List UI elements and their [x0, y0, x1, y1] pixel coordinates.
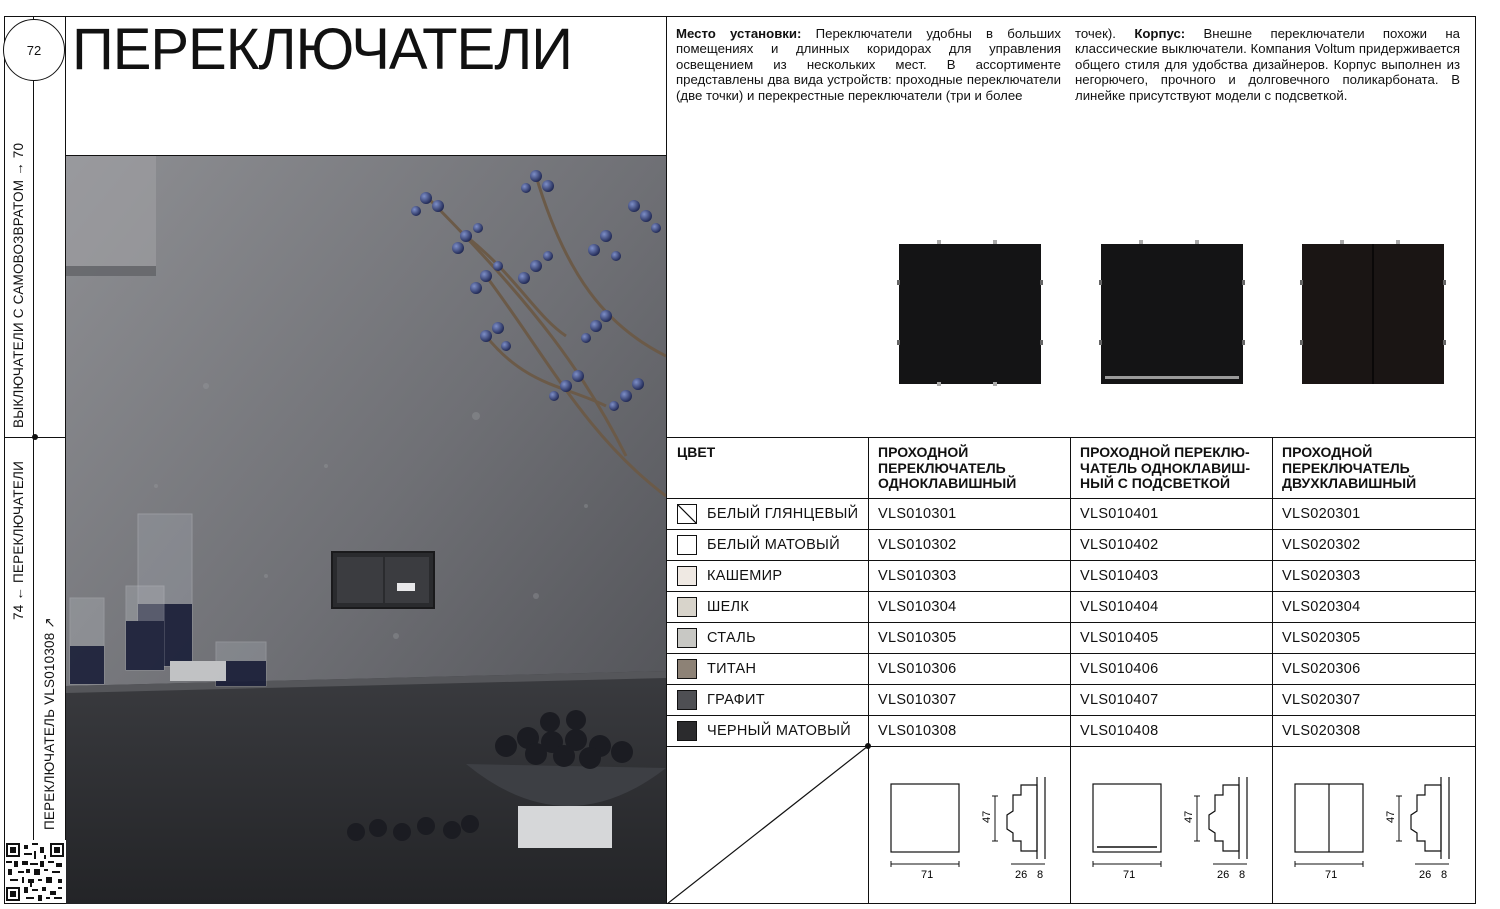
- description-housing: [1075, 26, 1460, 103]
- drawing-backlit-key: [1079, 767, 1264, 887]
- housing-text: Внешне переключатели похожи на классические выключатели. Компания Voltum придерживается общего стиля для удобства дизайнеров. Корпус выполнен из негорючего, прочного и долговечного поликарбоната. В линейке присутствуют модели с подсветкой.: [1075, 26, 1460, 103]
- color-swatch: [677, 659, 697, 679]
- dim-depth: 26: [1015, 869, 1028, 881]
- product-table: [667, 437, 1475, 904]
- color-name: ТИТАН: [707, 661, 757, 677]
- article-code[interactable]: VLS020304: [1282, 599, 1361, 615]
- color-name: БЕЛЫЙ МАТОВЫЙ: [707, 537, 840, 553]
- page-title: ПЕРЕКЛЮЧАТЕЛИ: [72, 17, 572, 82]
- article-code[interactable]: VLS010403: [1080, 568, 1159, 584]
- article-code[interactable]: VLS010307: [878, 692, 957, 708]
- article-code[interactable]: VLS010306: [878, 661, 957, 677]
- header-double-key: ПРОХОДНОЙ ПЕРЕКЛЮЧАТЕЛЬ ДВУХКЛАВИШНЫЙ: [1282, 444, 1417, 491]
- left-rail-outer: [4, 16, 34, 840]
- dim-height: 47: [1183, 810, 1195, 823]
- color-swatch: [677, 628, 697, 648]
- housing-heading: Корпус:: [1134, 26, 1186, 41]
- article-code[interactable]: VLS010402: [1080, 537, 1159, 553]
- article-code[interactable]: VLS020303: [1282, 568, 1361, 584]
- product-backlit-key-image: [1099, 240, 1245, 386]
- empty-cell-diagonal: [667, 746, 869, 904]
- product-single-key-image: [897, 240, 1043, 386]
- color-name: СТАЛЬ: [707, 630, 756, 646]
- nav-current-section[interactable]: 74 ← ПЕРЕКЛЮЧАТЕЛИ: [11, 460, 26, 620]
- color-name: КАШЕМИР: [707, 568, 783, 584]
- header-single-key: ПРОХОДНОЙ ПЕРЕКЛЮЧАТЕЛЬ ОДНОКЛАВИШНЫЙ: [878, 444, 1017, 491]
- article-code[interactable]: VLS010308: [878, 723, 957, 739]
- dim-height: 47: [1385, 810, 1397, 823]
- dim-depth: 26: [1217, 869, 1230, 881]
- dim-width: 71: [921, 869, 934, 881]
- color-swatch: [677, 690, 697, 710]
- qr-code-icon[interactable]: [6, 843, 64, 901]
- dim-depth-extra: 8: [1441, 869, 1448, 881]
- housing-lead: точек).: [1075, 26, 1116, 41]
- color-swatch: [677, 566, 697, 586]
- page-number: 72: [3, 19, 65, 81]
- dim-depth-extra: 8: [1239, 869, 1246, 881]
- article-code[interactable]: VLS010301: [878, 506, 957, 522]
- dim-width: 71: [1123, 869, 1136, 881]
- table-col-rule: [1070, 437, 1071, 904]
- article-code[interactable]: VLS010407: [1080, 692, 1159, 708]
- dim-depth-extra: 8: [1037, 869, 1044, 881]
- drawing-double-key: [1281, 767, 1466, 887]
- rail-dot: [32, 434, 38, 440]
- article-code[interactable]: VLS010408: [1080, 723, 1159, 739]
- article-code[interactable]: VLS020301: [1282, 506, 1361, 522]
- color-name: ШЕЛК: [707, 599, 750, 615]
- table-rule: [667, 437, 1475, 438]
- article-code[interactable]: VLS010303: [878, 568, 957, 584]
- article-code[interactable]: VLS010406: [1080, 661, 1159, 677]
- installation-text: Переключатели удобны в больших помещениях и длинных коридорах для управления освещением из нескольких мест. В ассортименте представлены два вида устройств: проходные переключатели (две точки) и перекрестные переключатели (три и более: [676, 26, 1061, 103]
- article-code[interactable]: VLS010405: [1080, 630, 1159, 646]
- installation-heading: Место установки:: [676, 26, 802, 41]
- color-swatch: [677, 535, 697, 555]
- color-swatch: [677, 597, 697, 617]
- color-name: ГРАФИТ: [707, 692, 765, 708]
- article-code[interactable]: VLS020306: [1282, 661, 1361, 677]
- dim-width: 71: [1325, 869, 1338, 881]
- article-code[interactable]: VLS020305: [1282, 630, 1361, 646]
- nav-prev-section[interactable]: ВЫКЛЮЧАТЕЛИ С САМОВОЗВРАТОМ → 70: [11, 142, 26, 428]
- interior-photo: [66, 156, 666, 904]
- color-swatch: [677, 504, 697, 524]
- article-code[interactable]: VLS010304: [878, 599, 957, 615]
- article-code[interactable]: VLS010305: [878, 630, 957, 646]
- table-col-rule: [1272, 437, 1273, 904]
- description-installation: [676, 26, 1061, 103]
- article-code[interactable]: VLS010302: [878, 537, 957, 553]
- drawing-single-key: [877, 767, 1062, 887]
- article-code[interactable]: VLS010401: [1080, 506, 1159, 522]
- photo-caption[interactable]: ПЕРЕКЛЮЧАТЕЛЬ VLS010308 ↗: [42, 617, 57, 830]
- article-code[interactable]: VLS020302: [1282, 537, 1361, 553]
- color-name: ЧЕРНЫЙ МАТОВЫЙ: [707, 723, 851, 739]
- color-name: БЕЛЫЙ ГЛЯНЦЕВЫЙ: [707, 506, 859, 522]
- header-color: ЦВЕТ: [677, 444, 716, 460]
- color-swatch: [677, 721, 697, 741]
- dim-height: 47: [981, 810, 993, 823]
- product-double-key-image: [1300, 240, 1446, 386]
- article-code[interactable]: VLS010404: [1080, 599, 1159, 615]
- header-backlit: ПРОХОДНОЙ ПЕРЕКЛЮ-ЧАТЕЛЬ ОДНОКЛАВИШ-НЫЙ С ПОДСВЕТКОЙ: [1080, 444, 1250, 491]
- dim-depth: 26: [1419, 869, 1432, 881]
- article-code[interactable]: VLS020308: [1282, 723, 1361, 739]
- article-code[interactable]: VLS020307: [1282, 692, 1361, 708]
